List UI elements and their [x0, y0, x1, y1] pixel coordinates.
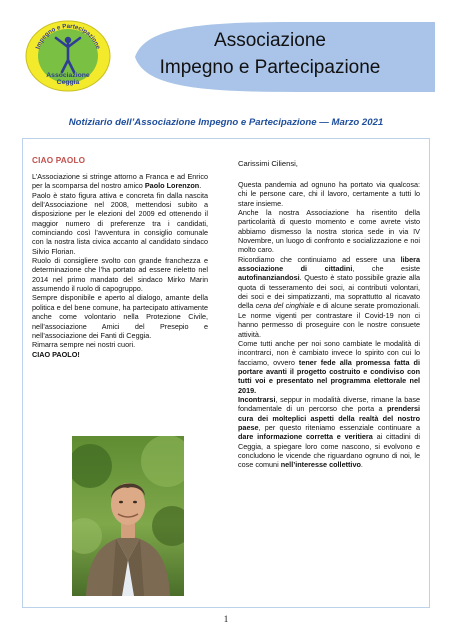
- right-paragraph-2: Anche la nostra Associazione ha risentito della particolarità di questo momento e come avrete visto abbiamo dismesso la nostra storica sede in via IV Novembre, un luogo di confronto e socializzazione e noi molto caro.: [238, 208, 420, 255]
- bold-name: Paolo Lorenzon: [144, 181, 200, 191]
- left-article-body: [32, 172, 208, 359]
- right-paragraph-3: [238, 255, 420, 339]
- text-run: e di alcune serate promozionali. Le norme vigenti per contrastare il Covid-19 non ci hanno permesso di proseguire con le nostre consuete attività.: [238, 301, 420, 339]
- right-paragraph-1: Questa pandemia ad ognuno ha portato via qualcosa: chi le persone care, chi il lavoro, certamente a tutti lo stare insieme.: [238, 180, 420, 208]
- text-run: Come tutti anche per noi sono cambiate le modalità di incontrarci, non è cambiato invece lo spirito con cui lo facciamo, ovvero: [238, 338, 420, 367]
- bold-run: autofinanziandosi: [238, 273, 300, 283]
- left-paragraph-4: Sempre disponibile e aperto al dialogo, amante della politica e del bene comune, ha partecipato attivamente anche come volontario nella Protezione Civile, nell’associazione Amici del Presepio e nell’associazione dei Fanti di Ceggia.: [32, 293, 208, 340]
- left-paragraph-3: Ruolo di consigliere svolto con grande franchezza e determinazione che l’ha portato ad essere rieletto nel 2014 nel primo mandato del sindaco Mirko Marin assumendo il ruolo di capogruppo.: [32, 256, 208, 294]
- left-column: [32, 156, 208, 359]
- right-paragraph-5: [238, 395, 420, 470]
- text-run: ai cittadini di Ceggia, a spiegare loro come nascono, si evolvono e concludono le vicende che riguardano ognuno di noi, le cose comuni: [238, 432, 420, 470]
- logo-text-association: Associazione: [46, 72, 90, 79]
- header-title-line1: Associazione: [214, 30, 326, 51]
- left-paragraph-5: Rimarra sempre nei nostri cuori.: [32, 340, 136, 350]
- portrait-photo: [72, 436, 184, 596]
- bold-run: nell’interesse collettivo: [280, 460, 361, 470]
- logo-ring-text: Impegno e Partecipazione: [34, 22, 102, 51]
- right-column: [238, 159, 420, 470]
- text-run: , per questo riteniamo essenziale continuare a: [258, 422, 420, 432]
- page-number: 1: [223, 614, 229, 624]
- bold-run: prendersi cura dei molteplici aspetti della realtà del nostro paese: [238, 404, 420, 432]
- logo-text-ceggia: Ceggia: [56, 79, 80, 86]
- left-paragraph-2: Paolo è stato figura attiva e concreta fin dalla nascita dell’Associazione nel 2008, mettendosi subito a disposizione per le elezioni del 2009 ed ottenendo il maggior numero di preferenze tra i candidati, cominciando così l’avventura in consiglio comunale con la nostra lista civica accanto al candidato sindaco Silvio Florian.: [32, 190, 208, 256]
- text-run: .: [360, 460, 363, 470]
- bold-run: libera associazione di cittadini: [238, 254, 420, 274]
- text-run: L’Associazione si stringe attorno a Franca e ad Enrico per la scomparsa del nostro amico: [32, 172, 208, 191]
- text-run: .: [199, 181, 202, 191]
- bold-run: dare informazione corretta e veritiera: [238, 432, 373, 442]
- text-run: , che esiste: [352, 264, 420, 274]
- right-letter-body: [238, 180, 420, 470]
- text-run: . Questo è stato possibile grazie alla quota di tesseramento dei soci, ai contributi volontari, dei soci e dei simpatizzanti, ma soprattutto al ricavato della: [238, 273, 420, 311]
- association-logo: [20, 18, 116, 92]
- left-closing: CIAO PAOLO!: [32, 349, 80, 359]
- article-heading: CIAO PAOLO: [32, 156, 86, 165]
- text-run: Ricordiamo che continuiamo ad essere una: [238, 254, 401, 264]
- left-paragraph-1: [32, 172, 208, 191]
- newsletter-subtitle: Notiziario dell’Associazione Impegno e Partecipazione — Marzo 2021: [68, 117, 384, 128]
- header-title-line2: Impegno e Partecipazione: [159, 57, 381, 78]
- letter-salutation: Carissimi Ciliensi,: [238, 159, 298, 168]
- right-paragraph-4: [238, 339, 420, 395]
- bold-run: Incontrarsi: [238, 394, 276, 404]
- bold-run: tener fede alla promessa fatta di portare avanti il progetto costruito e condiviso con tutti voi e presentato nel programma elettorale nel 2019.: [238, 357, 420, 395]
- italic-run: cena del cinghiale: [255, 301, 315, 311]
- text-run: , seppur in modalità diverse, rimane la base fondamentale di un percorso che porta a: [238, 394, 420, 414]
